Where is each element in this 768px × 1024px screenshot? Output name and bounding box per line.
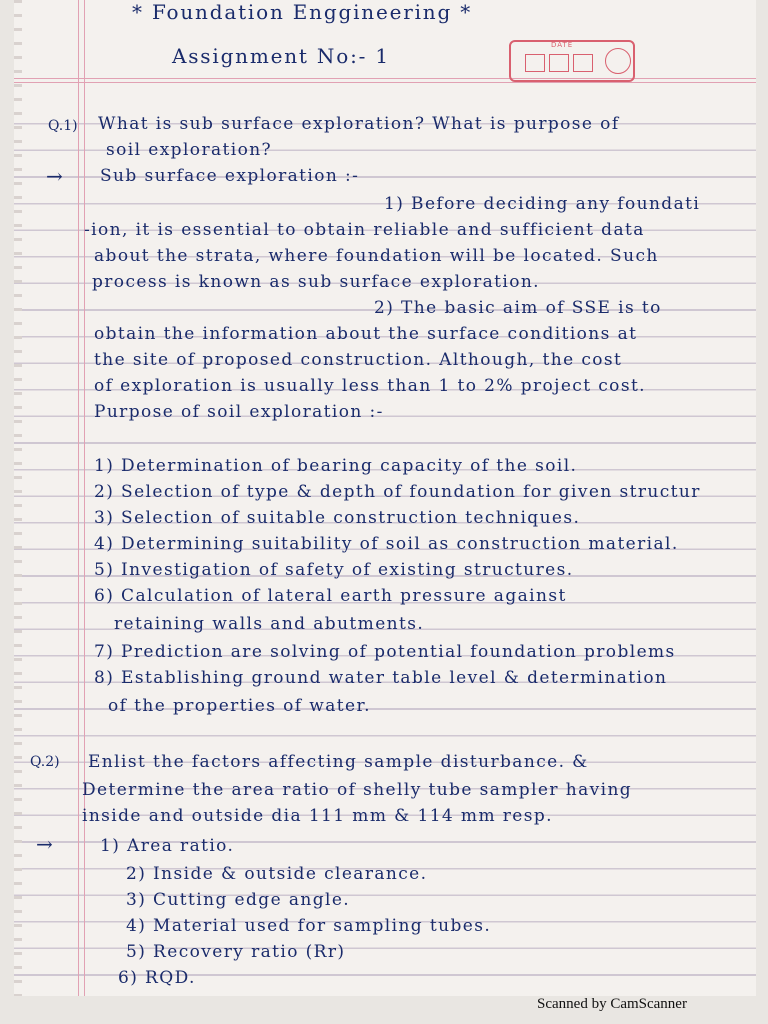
scanner-watermark: Scanned by CamScanner: [537, 996, 687, 1012]
header-rule-2: [14, 82, 756, 83]
right-arrow-icon: →: [46, 164, 63, 188]
q1-para2-line-2: obtain the information about the surface conditions at: [94, 324, 638, 344]
factor-item-4: 4) Material used for sampling tubes.: [126, 916, 492, 936]
factor-item-6: 6) RQD.: [118, 968, 196, 988]
purpose-item-3: 3) Selection of suitable construction techniques.: [94, 508, 581, 528]
margin-line-left-2: [84, 0, 85, 996]
right-arrow-icon: →: [36, 832, 53, 856]
header-rule-1: [14, 78, 756, 79]
factor-item-2: 2) Inside & outside clearance.: [126, 864, 428, 884]
q2-question-line-1: Enlist the factors affecting sample disturbance. &: [88, 752, 589, 772]
date-stamp-circle: [605, 48, 631, 74]
purpose-item-6: 6) Calculation of lateral earth pressure against: [94, 586, 567, 606]
factor-item-1: 1) Area ratio.: [100, 836, 235, 856]
date-label: DATE: [551, 41, 574, 49]
q2-question-line-3: inside and outside dia 111 mm & 114 mm resp.: [82, 806, 553, 826]
q1-number: Q.1): [48, 118, 78, 134]
q1-para1-line-2: -ion, it is essential to obtain reliable and sufficient data: [84, 220, 645, 240]
q2-question-line-2: Determine the area ratio of shelly tube sampler having: [82, 780, 633, 800]
q1-answer-heading: Sub surface exploration :-: [100, 166, 360, 186]
notebook-page: [14, 0, 756, 996]
date-cell-month: [549, 54, 569, 72]
q1-question-line-2: soil exploration?: [106, 140, 273, 160]
factor-item-3: 3) Cutting edge angle.: [126, 890, 351, 910]
q1-question-line-1: What is sub surface exploration? What is purpose of: [98, 114, 620, 134]
purpose-item-8-cont: of the properties of water.: [108, 696, 371, 716]
purpose-heading: Purpose of soil exploration :-: [94, 402, 384, 422]
q2-number: Q.2): [30, 754, 60, 770]
binding-edge: [14, 0, 22, 996]
date-stamp: [509, 40, 635, 82]
q1-para1-line-4: process is known as sub surface exploration.: [92, 272, 540, 292]
purpose-item-7: 7) Prediction are solving of potential foundation problems: [94, 642, 676, 662]
purpose-item-4: 4) Determining suitability of soil as construction material.: [94, 534, 679, 554]
q1-para2-line-1: 2) The basic aim of SSE is to: [374, 298, 662, 318]
purpose-item-5: 5) Investigation of safety of existing structures.: [94, 560, 574, 580]
q1-para1-line-1: 1) Before deciding any foundati: [384, 194, 701, 214]
q1-para2-line-4: of exploration is usually less than 1 to 2% project cost.: [94, 376, 646, 396]
purpose-item-6-cont: retaining walls and abutments.: [114, 614, 425, 634]
purpose-item-1: 1) Determination of bearing capacity of the soil.: [94, 456, 578, 476]
factor-item-5: 5) Recovery ratio (Rr): [126, 942, 346, 962]
q1-para1-line-3: about the strata, where foundation will be located. Such: [94, 246, 659, 266]
purpose-item-8: 8) Establishing ground water table level & determination: [94, 668, 668, 688]
assignment-label: Assignment No:- 1: [172, 44, 390, 68]
date-cell-year: [573, 54, 593, 72]
purpose-item-2: 2) Selection of type & depth of foundation for given structur: [94, 482, 701, 502]
q1-para2-line-3: the site of proposed construction. Although, the cost: [94, 350, 623, 370]
page-title: * Foundation Enggineering *: [132, 0, 473, 24]
date-cell-day: [525, 54, 545, 72]
margin-line-left: [78, 0, 79, 996]
